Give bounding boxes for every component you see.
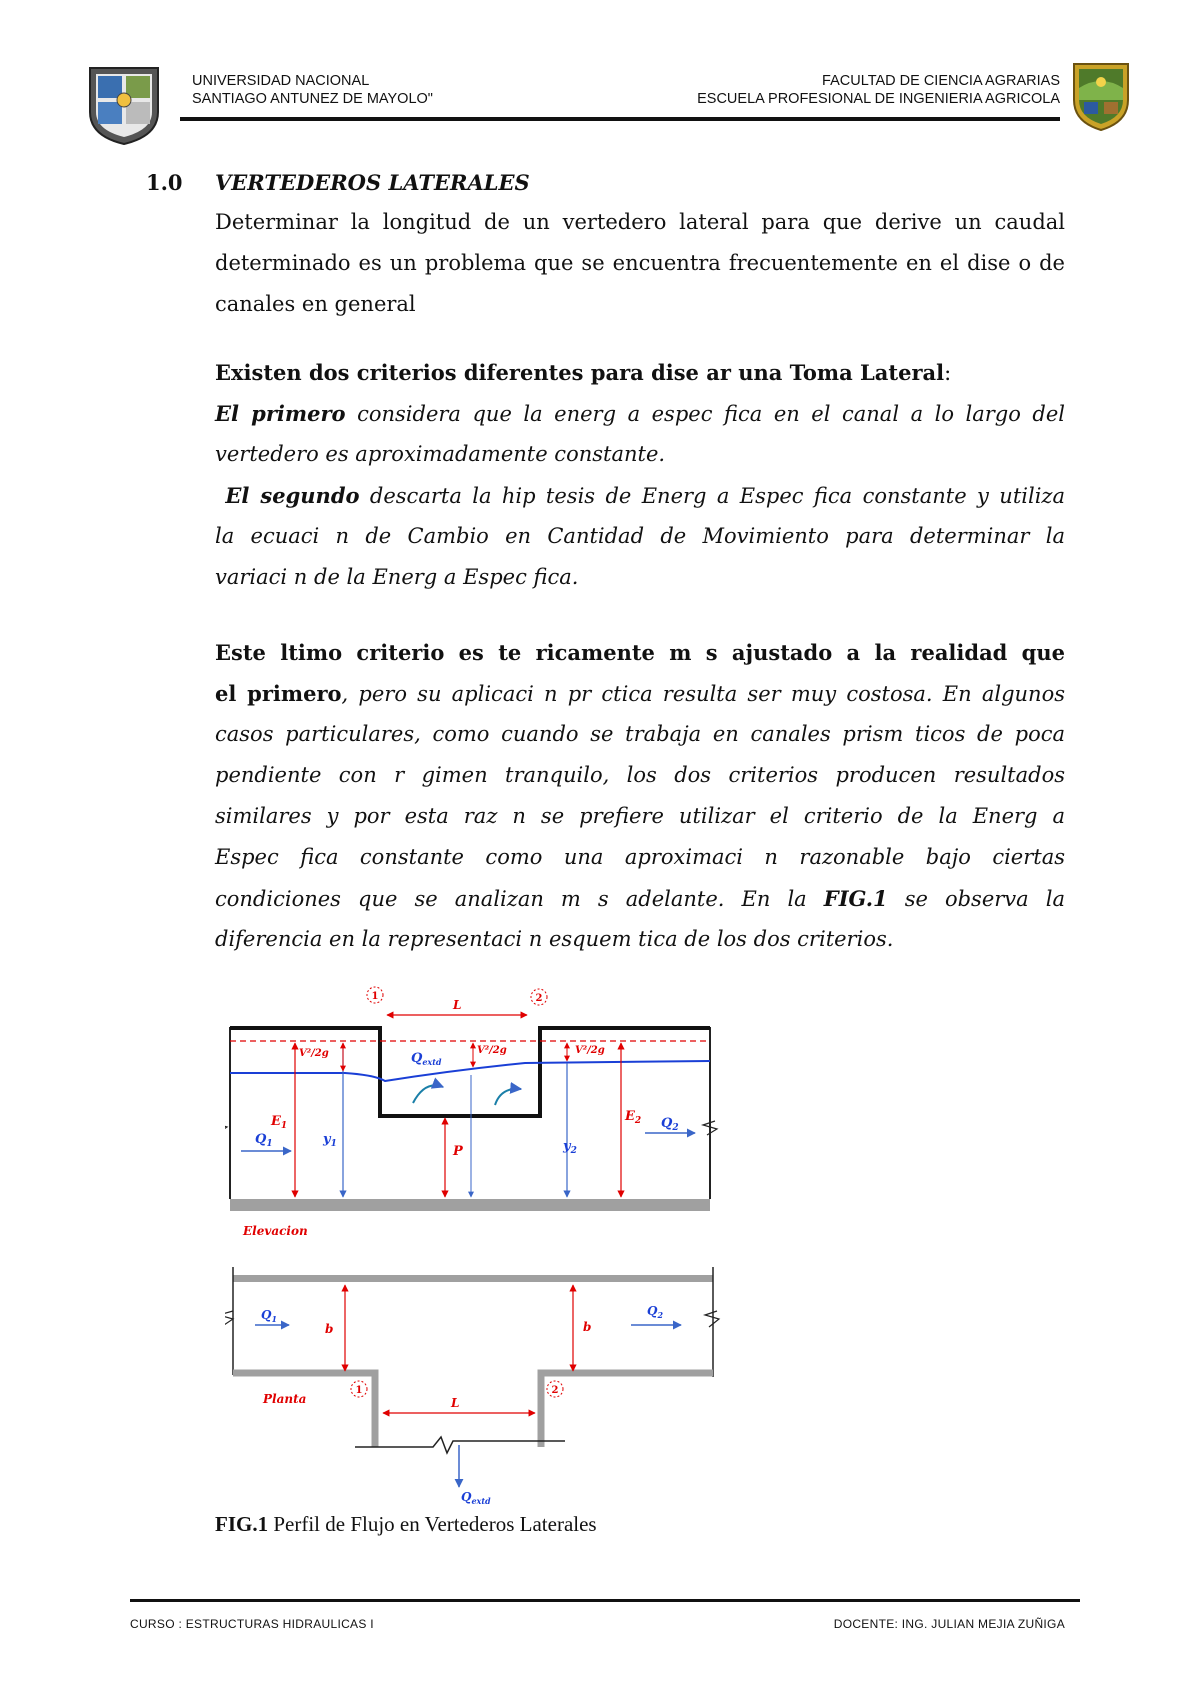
svg-text:y1 [322,1132,337,1149]
plan-break-right [705,1311,719,1327]
analysis-line: pendiente con r gimen tranquilo, los dos criterios producen resultados [215,763,1065,787]
y1-label: y [323,1132,331,1147]
e2-label: E [625,1109,635,1124]
v2-label: V²/2g [477,1045,507,1056]
svg-text:Q2 [661,1116,679,1133]
weir-length-label: L [453,998,462,1012]
criterion-2-text: la ecuaci n de Cambio en Cantidad de Movimiento para determinar la [215,524,1065,548]
header-university-name: UNIVERSIDAD NACIONAL [192,73,370,89]
q1-label: Q [255,1132,267,1147]
intro-line: Determinar la longitud de un vertedero lateral para que derive un caudal [215,210,1065,234]
plan-q1-label: Q [261,1308,272,1322]
svg-text:E1 [270,1114,287,1131]
svg-text:Qextd [411,1051,442,1067]
caption-text: Perfil de Flujo en Vertederos Laterales [268,1512,597,1536]
e2-sub: 2 [634,1116,642,1126]
svg-text:Q1 [261,1308,277,1324]
section-title: VERTEDEROS LATERALES [215,170,530,195]
break-mark-left [225,1121,227,1135]
figure-reference: FIG.1 [823,886,888,911]
plan-section-2-marker: 2 [551,1385,559,1396]
criterion-1-label: El primero [215,401,346,426]
section-number: 1.0 [146,170,183,195]
analysis-bold-line: el primero [215,681,342,706]
criteria-paragraph [215,352,1065,598]
elevation-view [225,987,717,1238]
figure-caption [215,1512,597,1537]
analysis-line: similares y por esta raz n se prefiere utilizar el criterio de la Energ a [215,804,1065,828]
plan-q2-sub: 2 [657,1310,664,1320]
svg-text:Q1 [255,1132,273,1149]
header-school-name: ESCUELA PROFESIONAL DE INGENIERIA AGRICOLA [697,91,1060,107]
criterion-2-text: descarta la hip tesis de Energ a Espec fica constante y utiliza [359,484,1065,508]
plan-top-wall [233,1275,713,1282]
b-label-right: b [583,1320,592,1334]
footer-teacher: DOCENTE: ING. JULIAN MEJIA ZUÑIGA [833,1617,1065,1631]
analysis-line: condiciones que se analizan m s adelante. En la [215,887,824,911]
svg-text:y2 [562,1139,577,1156]
svg-text:V²/2g: V²/2g [299,1048,329,1059]
flow-profile-figure [225,975,805,1535]
intro-paragraph [215,202,1065,325]
analysis-line: casos particulares, como cuando se trabaja en canales prism ticos de poca [215,722,1065,746]
svg-text:Q2 [647,1304,663,1320]
v3-label: V [575,1045,583,1056]
plan-break-left [225,1311,233,1327]
p-label: P [453,1144,463,1159]
section-2-marker: 2 [535,993,543,1004]
svg-text:Qextd [461,1490,491,1506]
plan-section-1-marker: 1 [355,1385,363,1396]
plan-label: Planta [263,1392,307,1406]
q2-sub: 2 [672,1123,679,1133]
channel-bed [230,1199,710,1211]
criterion-1-text: vertedero es aproximadamente constante. [215,442,666,466]
q2-label: Q [661,1116,673,1131]
spill-arrow-1 [413,1085,443,1103]
footer-course: CURSO : ESTRUCTURAS HIDRAULICAS I [130,1617,374,1631]
faculty-shield-icon [1070,60,1132,132]
plan-bottom-wall-left [233,1373,375,1447]
q1-sub: 1 [266,1139,273,1149]
header-faculty-name: FACULTAD DE CIENCIA AGRARIAS [822,73,1060,89]
plan-bottom-wall-right [541,1373,713,1447]
analysis-line: Espec fica constante como una aproximaci n razonable bajo ciertas [215,845,1065,869]
plan-view [225,1267,719,1506]
analysis-line: se observa la [887,887,1065,911]
criteria-heading: Existen dos criterios diferentes para dise ar una Toma Lateral [215,360,945,385]
b-label-left: b [325,1322,334,1336]
section-1-marker: 1 [371,991,379,1002]
criterion-1-text: considera que la energ a espec fica en el canal a lo largo del [345,402,1066,426]
university-logo-icon [84,62,164,146]
intro-line: determinado es un problema que se encuentra frecuentemente en el dise o de [215,251,1065,275]
analysis-paragraph [215,632,1065,960]
qext-sub: extd [422,1057,442,1067]
analysis-line: diferencia en la representaci n esquem tica de los dos criterios. [215,927,894,951]
elevation-label: Elevacion [243,1224,308,1238]
plan-qext-label: Q [461,1490,472,1504]
y2-sub: 2 [570,1146,577,1156]
header-university [192,72,433,108]
header-rule [180,117,1060,121]
criteria-heading-colon: : [944,361,952,385]
analysis-bold-line: Este ltimo criterio es te ricamente m s ajustado a la realidad que [215,640,1065,665]
y2-label: y [563,1139,571,1154]
analysis-line: , pero su aplicaci n pr ctica resulta ser muy costosa. En algunos [341,682,1065,706]
spill-arrow-2 [495,1089,521,1105]
header-university-subname: SANTIAGO ANTUNEZ DE MAYOLO" [192,91,433,107]
criterion-2-label: El segundo [225,483,360,508]
v1-label: V [299,1048,307,1059]
water-surface [230,1061,710,1081]
e1-sub: 1 [280,1121,288,1131]
y1-sub: 1 [330,1139,337,1149]
plan-q2-label: Q [647,1304,658,1318]
e1-label: E [271,1114,281,1129]
svg-text:V²/2g: V²/2g [575,1045,605,1056]
intro-line: canales en general [215,292,416,316]
qext-label: Q [411,1051,423,1066]
header-faculty [697,72,1060,108]
plan-length-label: L [451,1396,460,1410]
criterion-2-text: variaci n de la Energ a Espec fica. [215,565,579,589]
svg-text:E2 [624,1109,641,1126]
caption-figure-number: FIG.1 [215,1512,269,1536]
plan-outlet-line [355,1437,565,1453]
footer-rule [130,1599,1080,1602]
plan-q1-sub: 1 [271,1314,278,1324]
plan-qext-sub: extd [471,1496,491,1506]
